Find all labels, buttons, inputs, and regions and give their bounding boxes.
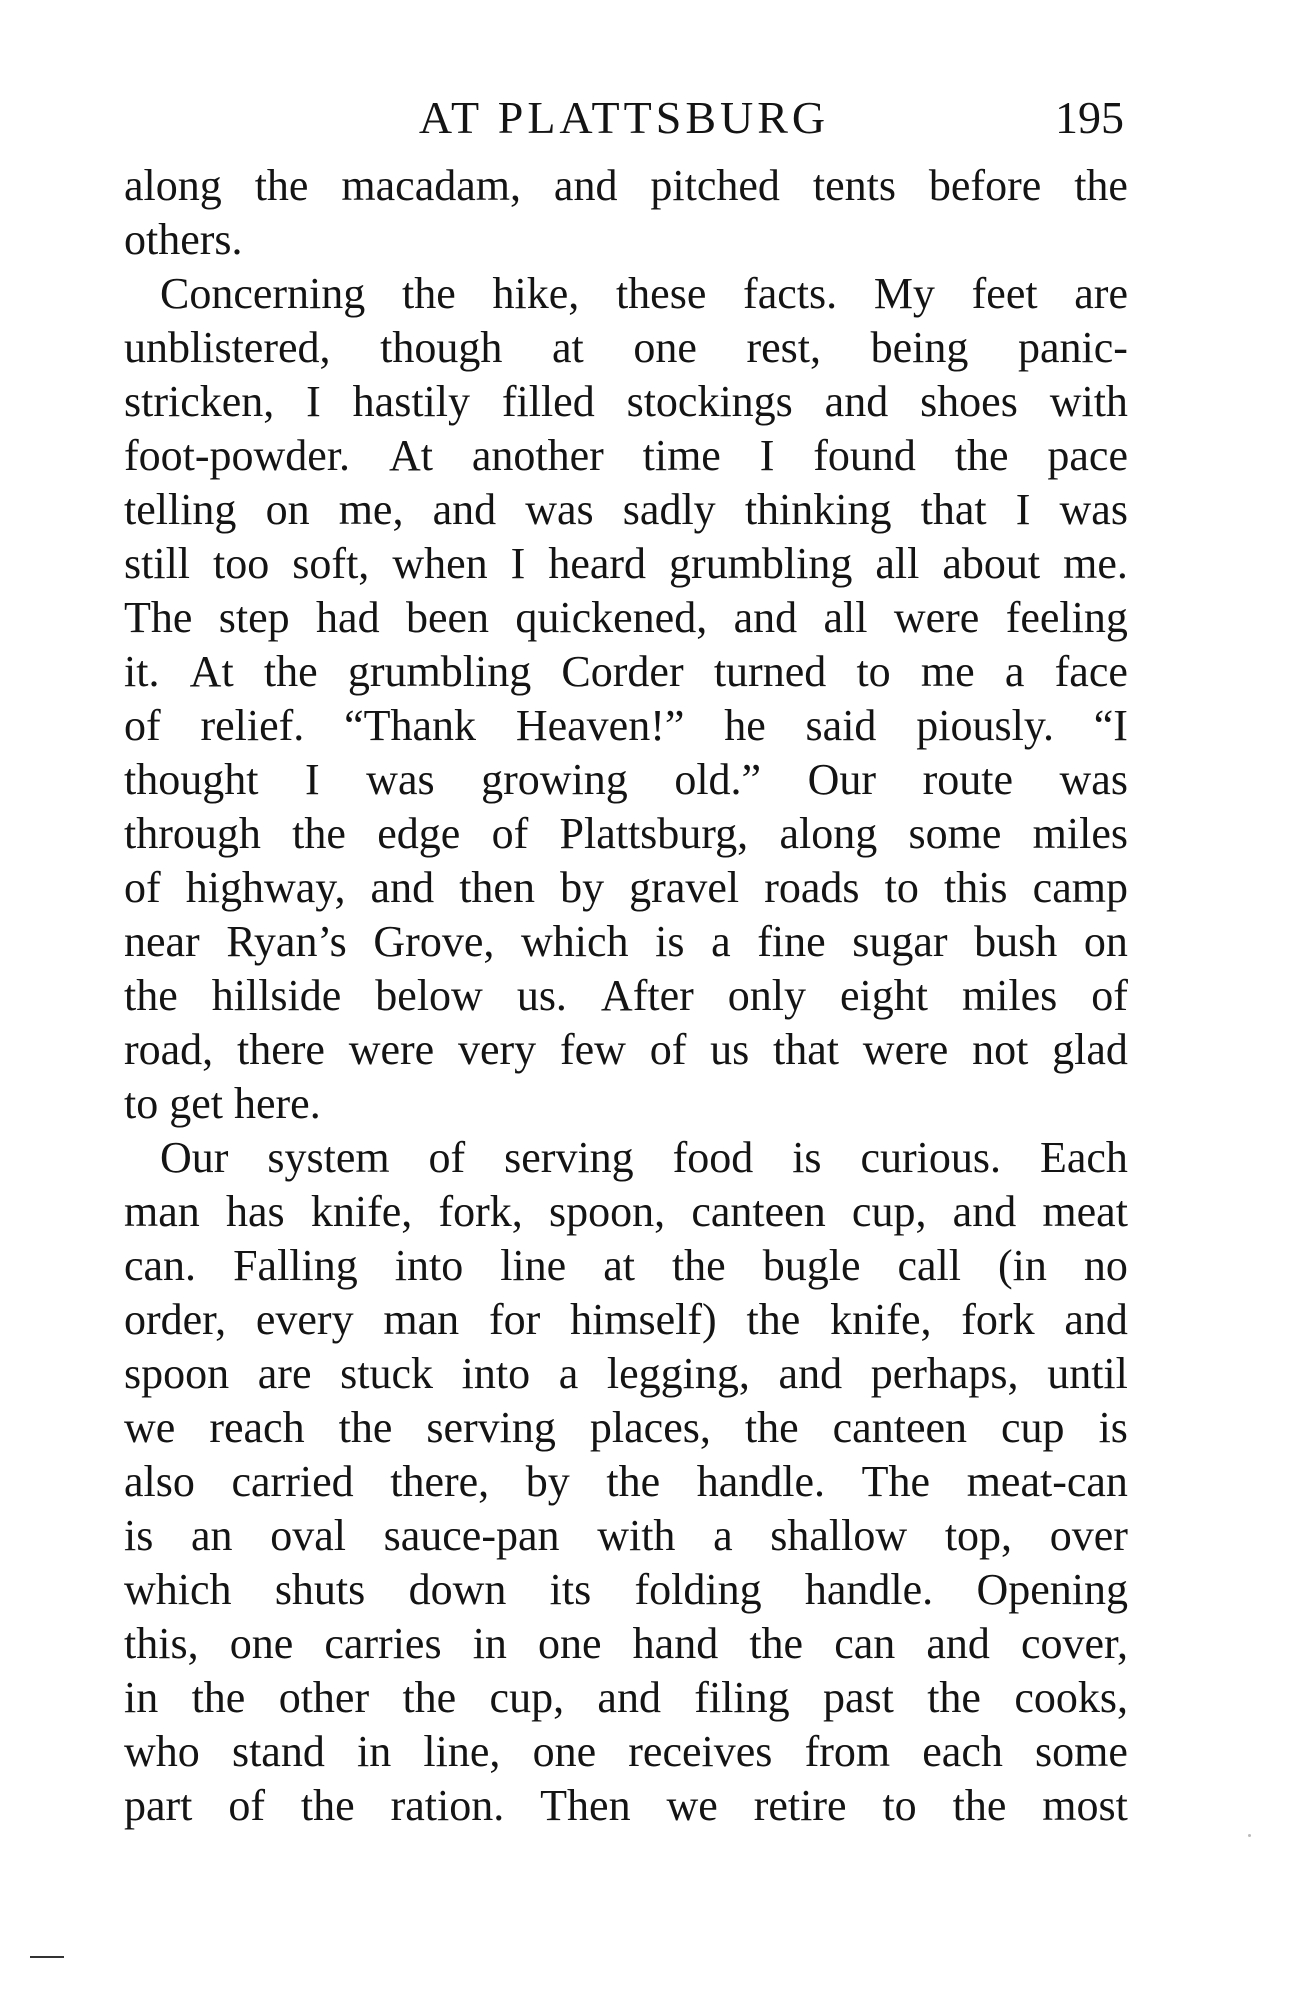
word: who — [124, 1727, 200, 1776]
word: retire — [753, 1781, 847, 1830]
text-line — [124, 483, 1128, 537]
word: canteen — [832, 1403, 967, 1452]
text-line — [124, 375, 1128, 429]
word: stockings — [626, 377, 793, 426]
word: and — [370, 863, 435, 912]
word: was — [1059, 755, 1128, 804]
word: time — [642, 431, 721, 480]
word: the — [124, 971, 178, 1020]
word: and — [926, 1619, 990, 1668]
word: The — [861, 1457, 931, 1506]
word: roads — [764, 863, 860, 912]
word: shallow — [770, 1511, 908, 1560]
text-line: to get here. — [124, 1079, 321, 1128]
running-head — [124, 88, 1124, 148]
word: is — [124, 1511, 154, 1560]
word: hillside — [211, 971, 342, 1020]
word: sadly — [622, 485, 716, 534]
paper-speck — [1248, 1834, 1251, 1837]
word: the — [254, 161, 309, 210]
word: turned — [713, 647, 827, 696]
word: that — [773, 1025, 840, 1074]
word: is — [792, 1133, 822, 1182]
word: carries — [324, 1619, 442, 1668]
paragraph — [124, 159, 1128, 267]
word: Heaven!” — [515, 701, 685, 750]
word: My — [873, 269, 935, 318]
word: knife, — [830, 1295, 932, 1344]
word: Falling — [233, 1241, 358, 1290]
word: is — [1098, 1403, 1128, 1452]
word: until — [1047, 1349, 1128, 1398]
word: Our — [160, 1133, 229, 1182]
word: shoes — [920, 377, 1018, 426]
word: me, — [338, 485, 404, 534]
word: we — [666, 1781, 718, 1830]
word: was — [525, 485, 594, 534]
word: us. — [516, 971, 567, 1020]
word: through — [124, 809, 261, 858]
word: the — [191, 1673, 246, 1722]
word: a — [713, 1511, 733, 1560]
margin-mark — [30, 1956, 64, 1958]
word: I — [510, 539, 526, 588]
word: the — [671, 1241, 726, 1290]
word: has — [225, 1187, 285, 1236]
word: a — [558, 1349, 579, 1398]
word: an — [191, 1511, 233, 1560]
word: were — [348, 1025, 435, 1074]
word: few — [559, 1025, 626, 1074]
word: some — [1035, 1727, 1128, 1776]
word: in — [124, 1673, 159, 1722]
word: man — [383, 1295, 460, 1344]
word: only — [727, 971, 806, 1020]
word: serving — [426, 1403, 556, 1452]
word: fork, — [438, 1187, 523, 1236]
word: Each — [1039, 1133, 1128, 1182]
word: “Thank — [344, 701, 477, 750]
word: a — [1004, 647, 1025, 696]
body-text — [124, 159, 1128, 1833]
paragraph — [124, 267, 1128, 1131]
word: filing — [694, 1673, 790, 1722]
word: I — [306, 377, 321, 426]
word: handle. — [804, 1565, 934, 1614]
word: part — [124, 1781, 193, 1830]
word: by — [525, 1457, 570, 1506]
word: Ryan’s — [226, 917, 347, 966]
word: man — [124, 1187, 200, 1236]
word: of — [428, 1133, 466, 1182]
word: and — [1064, 1295, 1128, 1344]
word: from — [804, 1727, 891, 1776]
word: line — [500, 1241, 567, 1290]
word: cooks, — [1014, 1673, 1128, 1722]
word: shuts — [274, 1565, 366, 1614]
word: cup, — [851, 1187, 927, 1236]
word: sauce-pan — [383, 1511, 560, 1560]
word: handle. — [696, 1457, 826, 1506]
word: it. — [124, 647, 160, 696]
word: were — [893, 593, 980, 642]
word: places, — [589, 1403, 711, 1452]
word: the — [744, 1403, 799, 1452]
word: curious. — [860, 1133, 1002, 1182]
word: miles — [961, 971, 1058, 1020]
word: also — [124, 1457, 195, 1506]
word: feeling — [1005, 593, 1128, 642]
word: most — [1042, 1781, 1128, 1830]
word: fine — [757, 917, 826, 966]
word: bush — [974, 917, 1058, 966]
word: at — [603, 1241, 635, 1290]
word: food — [672, 1133, 754, 1182]
text-line — [124, 267, 1128, 321]
text-line — [124, 1401, 1128, 1455]
word: piously. — [916, 701, 1054, 750]
word: though — [380, 323, 503, 372]
word: and — [553, 161, 618, 210]
word: cup — [1001, 1403, 1065, 1452]
word: of — [491, 809, 529, 858]
text-line — [124, 1725, 1128, 1779]
word: of — [1091, 971, 1128, 1020]
word: about — [942, 539, 1041, 588]
word: below — [375, 971, 483, 1020]
word: feet — [971, 269, 1038, 318]
word: top, — [944, 1511, 1013, 1560]
word: which — [124, 1565, 232, 1614]
word: being — [870, 323, 969, 372]
word: telling — [124, 485, 237, 534]
word: pitched — [650, 161, 780, 210]
word: down — [408, 1565, 507, 1614]
word: some — [908, 809, 1002, 858]
word: still — [124, 539, 191, 588]
word: before — [928, 161, 1042, 210]
word: The — [124, 593, 193, 642]
word: unblistered, — [124, 323, 331, 372]
word: he — [724, 701, 766, 750]
word: a — [711, 917, 731, 966]
text-line — [124, 537, 1128, 591]
word: we — [124, 1403, 176, 1452]
word: reach — [209, 1403, 305, 1452]
word: are — [1074, 269, 1128, 318]
word: is — [655, 917, 685, 966]
word: been — [405, 593, 490, 642]
word: At — [189, 647, 234, 696]
word: serving — [504, 1133, 634, 1182]
word: meat-can — [966, 1457, 1128, 1506]
word: I — [1015, 485, 1031, 534]
word: Plattsburg, — [559, 809, 749, 858]
word: said — [805, 701, 877, 750]
word: legging, — [606, 1349, 750, 1398]
word: cover, — [1021, 1619, 1128, 1668]
text-line — [124, 1779, 1128, 1833]
text-line — [124, 321, 1128, 375]
word: himself) — [570, 1295, 717, 1344]
word: and — [597, 1673, 661, 1722]
word: all — [875, 539, 920, 588]
word: that — [920, 485, 987, 534]
word: the — [606, 1457, 661, 1506]
word: the — [402, 1673, 457, 1722]
word: old.” — [674, 755, 762, 804]
text-line — [124, 1239, 1128, 1293]
text-line — [124, 1671, 1128, 1725]
word: was — [1059, 485, 1128, 534]
word: growing — [481, 755, 628, 804]
word: by — [560, 863, 605, 912]
text-line — [124, 1617, 1128, 1671]
word: perhaps, — [870, 1349, 1019, 1398]
word: At — [388, 431, 433, 480]
word: order, — [124, 1295, 227, 1344]
word: hand — [632, 1619, 719, 1668]
word: was — [366, 755, 435, 804]
word: “I — [1093, 701, 1128, 750]
word: receives — [628, 1727, 773, 1776]
word: one — [633, 323, 697, 372]
word: thought — [124, 755, 259, 804]
word: cup, — [489, 1673, 565, 1722]
word: the — [292, 809, 346, 858]
word: not — [972, 1025, 1029, 1074]
word: and — [733, 593, 798, 642]
word: rest, — [746, 323, 822, 372]
word: had — [316, 593, 380, 642]
word: step — [218, 593, 290, 642]
running-title: AT PLATTSBURG — [418, 92, 830, 143]
word: every — [255, 1295, 354, 1344]
text-line — [124, 1131, 1128, 1185]
word: facts. — [743, 269, 838, 318]
word: knife, — [310, 1187, 413, 1236]
word: Corder — [561, 647, 684, 696]
word: stricken, — [124, 377, 275, 426]
word: were — [862, 1025, 949, 1074]
word: of — [124, 863, 161, 912]
word: line, — [423, 1727, 501, 1776]
word: stand — [231, 1727, 325, 1776]
text-line — [124, 1455, 1128, 1509]
text-line — [124, 1293, 1128, 1347]
word: I — [304, 755, 320, 804]
word: pace — [1047, 431, 1128, 480]
word: heard — [548, 539, 647, 588]
word: spoon — [124, 1349, 230, 1398]
word: the — [338, 1403, 393, 1452]
word: bugle — [762, 1241, 861, 1290]
word: Our — [807, 755, 877, 804]
word: foot-powder. — [124, 431, 351, 480]
word: gravel — [629, 863, 740, 912]
word: Opening — [976, 1565, 1128, 1614]
text-line — [124, 645, 1128, 699]
word: stuck — [340, 1349, 434, 1398]
text-line — [124, 969, 1128, 1023]
word: miles — [1032, 809, 1128, 858]
word: the — [300, 1781, 355, 1830]
word: the — [927, 1673, 981, 1722]
word: route — [922, 755, 1013, 804]
text-line — [124, 753, 1128, 807]
word: very — [457, 1025, 537, 1074]
word: of — [649, 1025, 687, 1074]
text-line — [124, 1347, 1128, 1401]
word: this, — [124, 1619, 199, 1668]
word: grumbling — [347, 647, 532, 696]
word: and — [778, 1349, 843, 1398]
word: each — [922, 1727, 1003, 1776]
word: panic- — [1018, 323, 1128, 372]
word: sugar — [852, 917, 948, 966]
word: the — [954, 431, 1009, 480]
word: camp — [1032, 863, 1128, 912]
word: filled — [501, 377, 595, 426]
text-line: others. — [124, 215, 243, 264]
word: system — [267, 1133, 390, 1182]
word: its — [549, 1565, 592, 1614]
word: glad — [1052, 1025, 1128, 1074]
word: of — [228, 1781, 265, 1830]
word: the — [746, 1295, 801, 1344]
word: these — [615, 269, 707, 318]
word: hike, — [492, 269, 580, 318]
word: the — [263, 647, 318, 696]
word: road, — [124, 1025, 214, 1074]
word: along — [779, 809, 878, 858]
text-line — [124, 699, 1128, 753]
text-line — [124, 591, 1128, 645]
word: when — [392, 539, 488, 588]
word: one — [229, 1619, 294, 1668]
word: of — [124, 701, 161, 750]
word: (in — [998, 1241, 1047, 1290]
word: all — [823, 593, 868, 642]
word: macadam, — [341, 161, 521, 210]
paragraph — [124, 1131, 1128, 1833]
word: eight — [839, 971, 928, 1020]
word: this — [943, 863, 1008, 912]
word: highway, — [185, 863, 346, 912]
word: canteen — [691, 1187, 826, 1236]
word: thinking — [744, 485, 892, 534]
word: in — [472, 1619, 507, 1668]
text-line — [124, 861, 1128, 915]
word: and — [432, 485, 497, 534]
word: into — [394, 1241, 464, 1290]
word: found — [813, 431, 916, 480]
word: me. — [1063, 539, 1128, 588]
word: other — [278, 1673, 370, 1722]
word: meat — [1042, 1187, 1128, 1236]
text-line — [124, 1023, 1128, 1077]
word: us — [710, 1025, 750, 1074]
word: Grove, — [373, 917, 495, 966]
word: then — [459, 863, 535, 912]
text-line — [124, 1185, 1128, 1239]
word: ration. — [390, 1781, 505, 1830]
word: at — [551, 323, 584, 372]
word: the — [952, 1781, 1007, 1830]
word: with — [597, 1511, 676, 1560]
word: tents — [812, 161, 896, 210]
word: spoon, — [549, 1187, 666, 1236]
word: along — [124, 161, 222, 210]
word: and — [952, 1187, 1017, 1236]
word: me — [920, 647, 975, 696]
word: to — [856, 647, 891, 696]
text-line — [124, 159, 1128, 213]
word: edge — [377, 809, 461, 858]
word: fork — [961, 1295, 1035, 1344]
word: relief. — [200, 701, 305, 750]
word: which — [520, 917, 629, 966]
word: oval — [270, 1511, 346, 1560]
text-line — [124, 1563, 1128, 1617]
word: into — [461, 1349, 531, 1398]
word: another — [471, 431, 604, 480]
word: for — [488, 1295, 541, 1344]
word: carried — [231, 1457, 354, 1506]
word: over — [1049, 1511, 1128, 1560]
word: with — [1049, 377, 1128, 426]
word: too — [213, 539, 270, 588]
word: in — [357, 1727, 392, 1776]
page-number: 195 — [1055, 92, 1124, 143]
word: to — [882, 1781, 917, 1830]
word: on — [265, 485, 310, 534]
word: quickened, — [515, 593, 708, 642]
text-line — [124, 807, 1128, 861]
word: face — [1054, 647, 1128, 696]
word: to — [884, 863, 919, 912]
word: can. — [124, 1241, 197, 1290]
text-line — [124, 429, 1128, 483]
word: one — [532, 1727, 597, 1776]
word: and — [824, 377, 889, 426]
word: there, — [390, 1457, 490, 1506]
word: grumbling — [669, 539, 853, 588]
word: the — [749, 1619, 804, 1668]
word: After — [600, 971, 694, 1020]
word: past — [822, 1673, 894, 1722]
word: Concerning — [160, 269, 366, 318]
word: can — [834, 1619, 896, 1668]
word: Then — [540, 1781, 631, 1830]
word: near — [124, 917, 200, 966]
word: there — [236, 1025, 325, 1074]
word: hastily — [352, 377, 470, 426]
word: are — [257, 1349, 312, 1398]
word: on — [1083, 917, 1128, 966]
word: the — [402, 269, 456, 318]
word: soft, — [292, 539, 370, 588]
word: no — [1083, 1241, 1128, 1290]
text-line — [124, 915, 1128, 969]
word: call — [897, 1241, 961, 1290]
word: folding — [634, 1565, 762, 1614]
word: the — [1074, 161, 1128, 210]
text-line — [124, 1509, 1128, 1563]
word: I — [759, 431, 775, 480]
word: one — [538, 1619, 602, 1668]
